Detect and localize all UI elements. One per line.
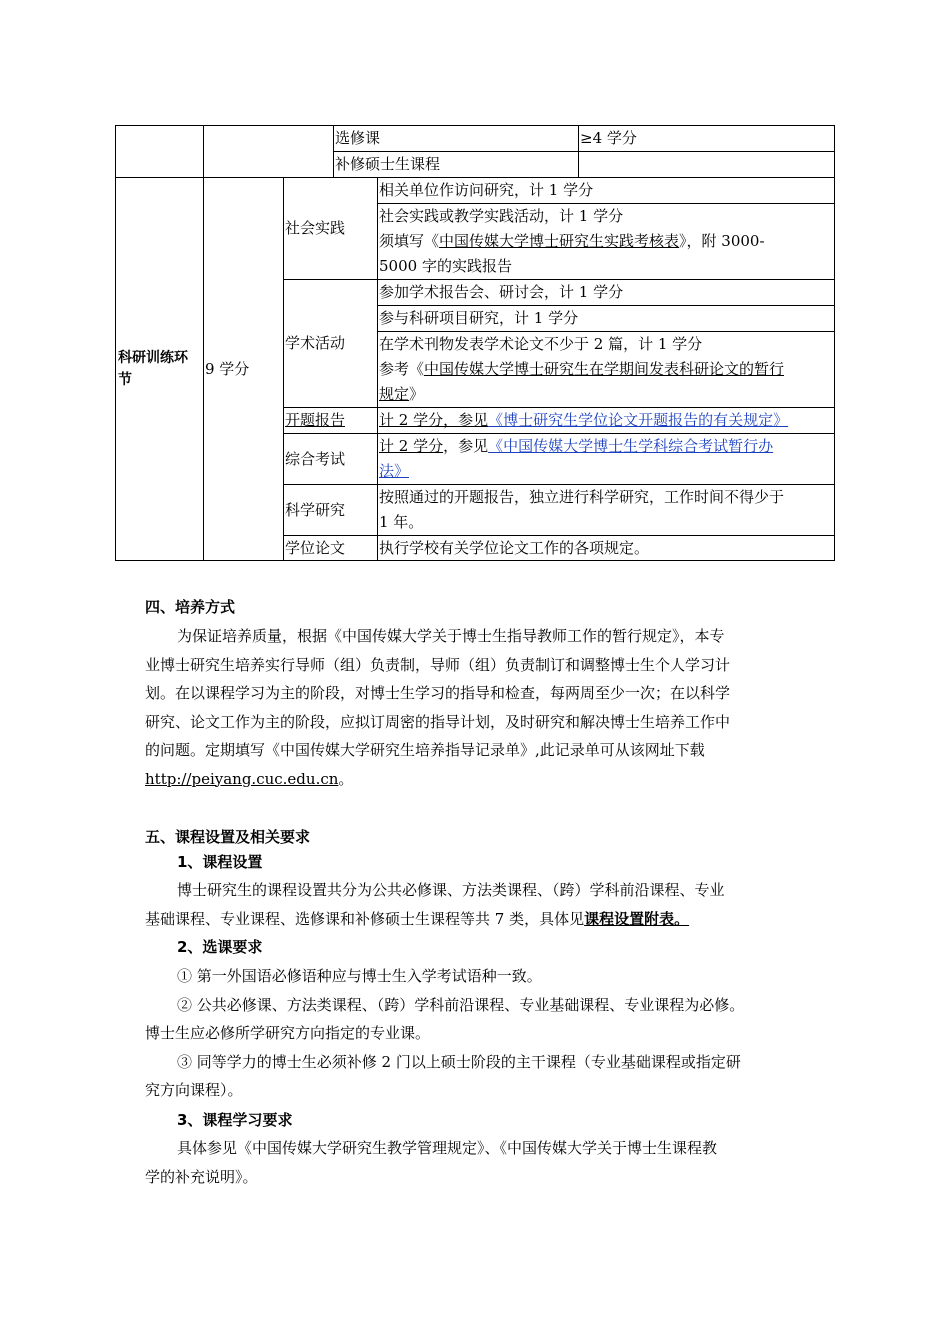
proposal-rules-link[interactable]: 《博士研究生学位论文开题报告的有关规定》 <box>488 411 789 429</box>
para-line: 基础课程、专业课程、选修课和补修硕士生课程等共 7 类，具体见课程设置附表。 <box>145 909 690 928</box>
cell-line: 社会实践或教学实践活动，计 1 学分 <box>379 207 624 225</box>
curriculum-table <box>115 125 835 561</box>
table-cell: 计 2 学分，参见《博士研究生学位论文开题报告的有关规定》 <box>377 407 835 434</box>
cell-line: 参考《中国传媒大学博士研究生在学期间发表科研论文的暂行 <box>379 360 785 378</box>
label-academic-activity: 学术活动 <box>283 279 378 408</box>
cell-line: 5000 字的实践报告 <box>379 257 512 275</box>
para-line: 划。在以课程学习为主的阶段，对博士生学习的指导和检查，每两周至少一次；在以科学 <box>145 684 731 702</box>
label-social-practice: 社会实践 <box>283 177 378 280</box>
section-credits-cell: 9 学分 <box>203 177 284 561</box>
paper-rules-link-cont[interactable]: 规定 <box>379 385 410 403</box>
para-line: 博士研究生的课程设置共分为公共必修课、方法类课程、（跨）学科前沿课程、专业 <box>177 881 725 899</box>
cell-line: 1 年。 <box>379 513 424 531</box>
peiyang-url-link[interactable]: http://peiyang.cuc.edu.cn <box>145 769 339 788</box>
table-cell <box>377 484 835 536</box>
table-cell: 相关单位作访问研究，计 1 学分 <box>377 177 835 204</box>
exam-rules-link-cont[interactable]: 法》 <box>379 462 410 480</box>
para-line: 为保证培养质量，根据《中国传媒大学关于博士生指导教师工作的暂行规定》，本专 <box>177 627 725 645</box>
label-research: 科学研究 <box>283 484 378 536</box>
table-cell <box>377 203 835 280</box>
table-cell-empty <box>115 125 204 178</box>
table-cell: 参与科研项目研究，计 1 学分 <box>377 305 835 332</box>
course-table-link[interactable]: 课程设置附表。 <box>584 909 690 928</box>
subheading-selection: 2、选课要求 <box>177 938 263 956</box>
study-requirements-paragraph <box>145 1134 805 1191</box>
subheading-course-setup: 1、课程设置 <box>177 853 263 871</box>
table-cell: 选修课 <box>333 125 579 152</box>
table-cell: 补修硕士生课程 <box>333 151 579 178</box>
section-name-cell: 科研训练环节 <box>115 177 204 561</box>
para-line: 的问题。定期填写《中国传媒大学研究生培养指导记录单》,此记录单可从该网址下载 <box>145 741 705 759</box>
table-cell <box>377 331 835 408</box>
training-paragraph <box>145 622 805 793</box>
cell-line: 规定》 <box>379 385 425 403</box>
para-line: 业博士研究生培养实行导师（组）负责制，导师（组）负责制订和调整博士生个人学习计 <box>145 655 731 674</box>
cell-line <box>379 459 833 484</box>
label-exam: 综合考试 <box>283 433 378 485</box>
para-line: 博士生应必修所学研究方向指定的专业课。 <box>145 1024 431 1042</box>
para-line: ③ 同等学力的博士生必须补修 2 门以上硕士阶段的主干课程（专业基础课程或指定研 <box>177 1052 741 1071</box>
course-setup-paragraph <box>145 876 805 933</box>
section-heading-courses: 五、课程设置及相关要求 <box>145 828 311 846</box>
selection-paragraph <box>145 962 805 1105</box>
cell-line: 按照通过的开题报告，独立进行科学研究，工作时间不得少于 <box>379 488 785 506</box>
table-cell: 参加学术报告会、研讨会，计 1 学分 <box>377 279 835 306</box>
cell-line: 计 2 学分，参见《中国传媒大学博士生学科综合考试暂行办 <box>379 437 774 455</box>
para-line: ① 第一外国语必修语种应与博士生入学考试语种一致。 <box>177 967 542 985</box>
table-cell: ≥4 学分 <box>578 125 835 152</box>
para-line: ② 公共必修课、方法类课程、（跨）学科前沿课程、专业基础课程、专业课程为必修。 <box>177 995 745 1014</box>
table-cell <box>578 151 835 178</box>
exam-rules-link[interactable]: 《中国传媒大学博士生学科综合考试暂行办 <box>488 437 774 455</box>
para-line: 究方向课程）。 <box>145 1081 243 1099</box>
paper-rules-link[interactable]: 中国传媒大学博士研究生在学期间发表科研论文的暂行 <box>424 360 785 378</box>
table-cell: 执行学校有关学位论文工作的各项规定。 <box>377 535 835 561</box>
practice-form-link[interactable]: 中国传媒大学博士研究生实践考核表 <box>439 232 680 250</box>
cell-line: 在学术刊物发表学术论文不少于 2 篇，计 1 学分 <box>379 335 703 353</box>
label-thesis: 学位论文 <box>283 535 378 561</box>
para-line: http://peiyang.cuc.edu.cn。 <box>145 769 354 788</box>
subheading-study-requirements: 3、课程学习要求 <box>177 1111 293 1129</box>
table-cell <box>377 433 835 485</box>
para-line: 学的补充说明》。 <box>145 1167 258 1186</box>
para-line: 具体参见《中国传媒大学研究生教学管理规定》、《中国传媒大学关于博士生课程教 <box>177 1139 718 1157</box>
table-cell-empty <box>203 125 334 178</box>
section-heading-training: 四、培养方式 <box>145 598 236 616</box>
label-proposal: 开题报告 <box>283 407 378 434</box>
para-line: 研究、论文工作为主的阶段，应拟订周密的指导计划，及时研究和解决博士生培养工作中 <box>145 712 731 731</box>
cell-line: 须填写《中国传媒大学博士研究生实践考核表》，附 3000- <box>379 232 765 250</box>
